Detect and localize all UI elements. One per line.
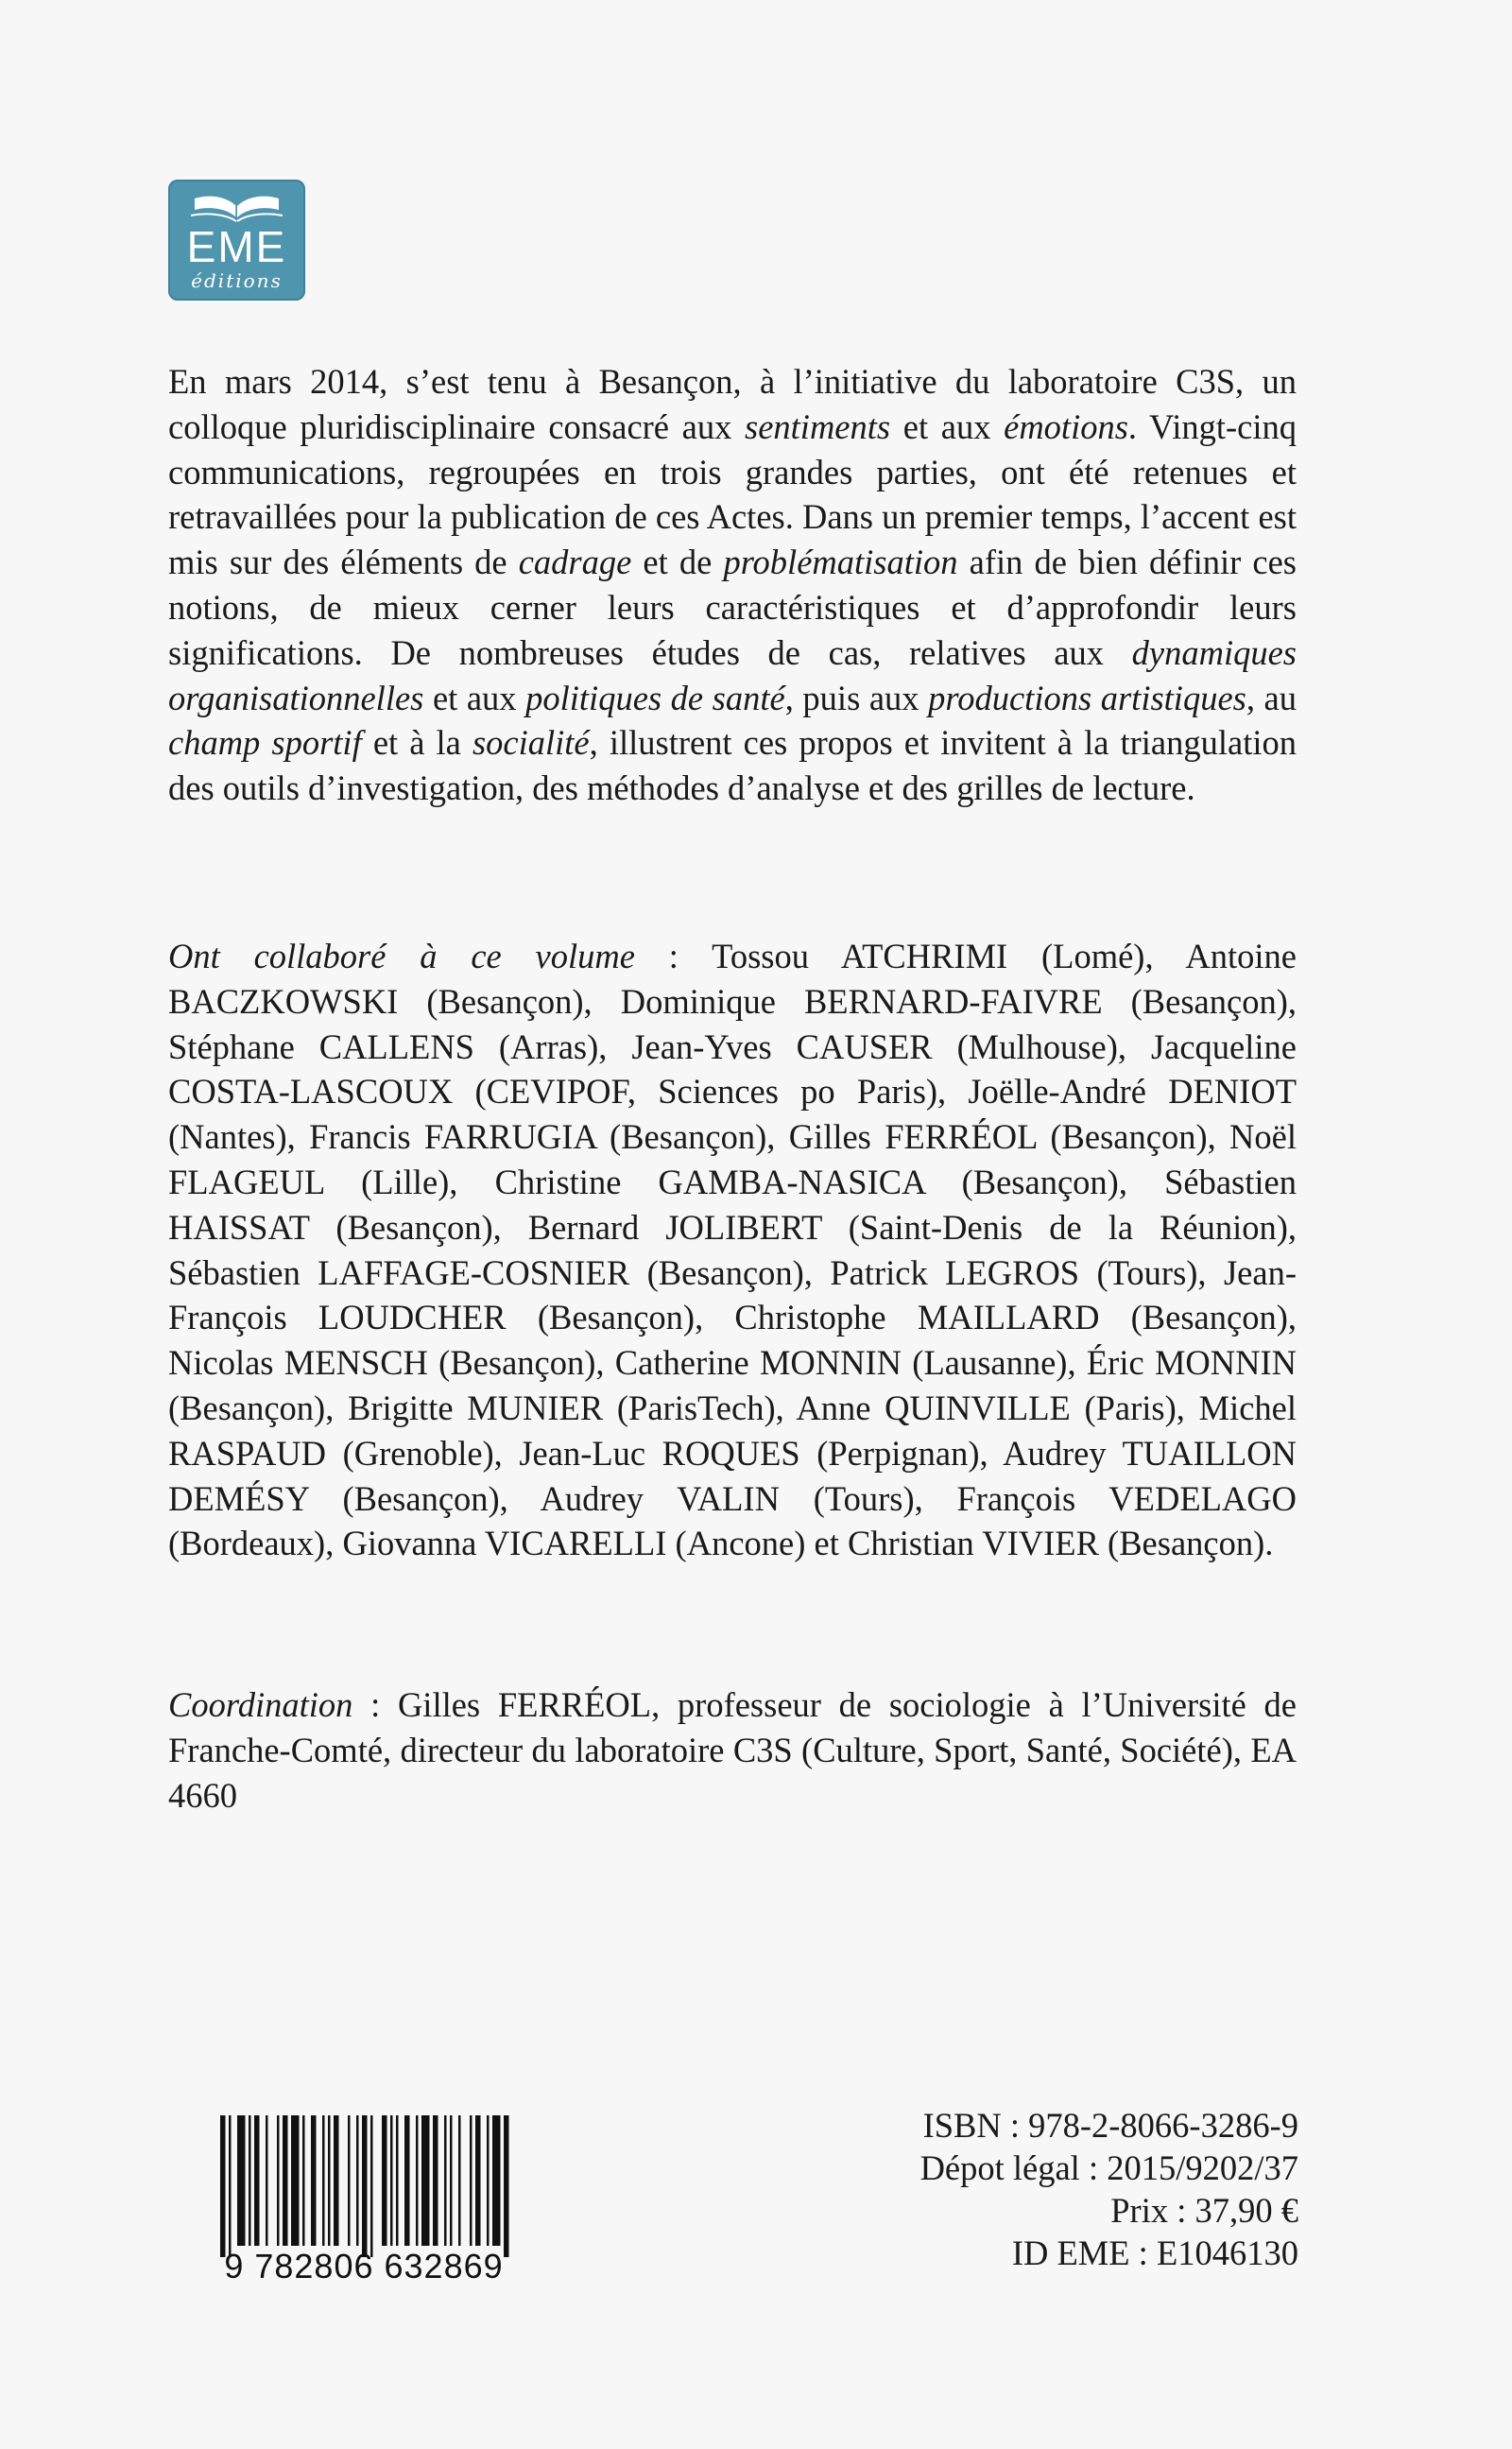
barcode-bar bbox=[322, 2115, 325, 2246]
barcode-bar bbox=[237, 2115, 246, 2246]
barcode-bar bbox=[382, 2115, 387, 2246]
price-line: Prix : 37,90 € bbox=[1110, 2191, 1298, 2230]
barcode-bar bbox=[249, 2115, 251, 2246]
barcode-bar bbox=[283, 2115, 288, 2246]
barcode-bar bbox=[475, 2115, 481, 2246]
italic-text: Ont collaboré à ce volume bbox=[168, 937, 635, 975]
barcode-bar bbox=[470, 2115, 472, 2246]
barcode-bar bbox=[291, 2115, 300, 2246]
barcode-bar bbox=[492, 2115, 501, 2246]
logo-subtitle: éditions bbox=[191, 269, 283, 292]
barcode-bar bbox=[362, 2115, 368, 2257]
text-run: : Gilles FERRÉOL, professeur de sociologie à l’Université de Franche-Comté, directeur du laboratoire C3S (Culture, Sport, Santé, Société), EA 4660 bbox=[168, 1685, 1297, 1815]
text-run: : Tossou ATCHRIMI (Lomé), Antoine BACZKOWSKI (Besançon), Dominique BERNARD-FAIVRE (Besançon), Stéphane CALLENS (Arras), Jean-Yves CAUSER (Mulhouse), Jacqueline COSTA-LASCOUX (CEVIPOF, Sciences po Paris), Joëlle-André DENIOT (Nantes), Francis FARRUGIA (Besançon), Gilles FERRÉOL (Besançon), Noël FLAGEUL (Lille), Christine GAMBA-NASICA (Besançon), Sébastien HAISSAT (Besançon), Bernard JOLIBERT (Saint-Denis de la Réunion), Sébastien LAFFAGE-COSNIER (Besançon), Patrick LEGROS (Tours), Jean-François LOUDCHER (Besançon), Christophe MAILLARD (Besançon), Nicolas MENSCH (Besançon), Catherine MONNIN (Lausanne), Éric MONNIN (Besançon), Brigitte MUNIER (ParisTech), Anne QUINVILLE (Paris), Michel RASPAUD (Grenoble), Jean-Luc ROQUES (Perpignan), Audrey TUAILLON DEMÉSY (Besançon), Audrey VALIN (Tours), François VEDELAGO (Bordeaux), Giovanna VICARELLI (Ancone) et Christian VIVIER (Besançon). bbox=[168, 937, 1297, 1563]
barcode-bar bbox=[334, 2115, 339, 2246]
barcode-bar bbox=[229, 2115, 232, 2257]
italic-text: sentiments bbox=[745, 406, 891, 446]
publisher-logo bbox=[168, 180, 305, 301]
coordination-paragraph bbox=[168, 1682, 1297, 1818]
italic-text: dynamiques organisationnelles bbox=[168, 632, 1297, 717]
barcode-bar bbox=[356, 2115, 359, 2246]
italic-text: problématisation bbox=[723, 543, 958, 582]
barcode-bar bbox=[390, 2115, 393, 2246]
barcode-bar bbox=[404, 2115, 410, 2246]
text-run: et aux bbox=[423, 678, 526, 717]
italic-text: productions artistiques bbox=[928, 678, 1246, 717]
text-run: , illustrent ces propos et invitent à la triangulation des outils d’investigation, des méthodes d’analyse et des grilles de lecture. bbox=[168, 723, 1297, 808]
barcode-bar bbox=[370, 2115, 373, 2257]
text-run: , puis aux bbox=[784, 678, 929, 717]
barcode-bar bbox=[266, 2115, 268, 2246]
italic-text: socialité bbox=[472, 723, 590, 763]
text-run: et aux bbox=[890, 406, 1005, 446]
contributors-paragraph bbox=[168, 934, 1297, 1566]
barcode-bar bbox=[220, 2115, 226, 2257]
id-eme-line: ID EME : E1046130 bbox=[1011, 2233, 1298, 2272]
text-run: afin de bien définir ces notions, de mieux cerner leurs caractéristiques et d’approfondir leurs significations. De nombreuses études de cas, relatives aux bbox=[168, 543, 1297, 672]
barcode-digits: 9 782806 632869 bbox=[224, 2247, 504, 2285]
barcode-bar bbox=[450, 2115, 453, 2246]
barcode-bar bbox=[458, 2115, 461, 2246]
italic-text: politiques de santé bbox=[525, 678, 785, 717]
barcode-bar bbox=[302, 2115, 305, 2246]
barcode-bar bbox=[504, 2115, 509, 2257]
open-book-icon bbox=[189, 189, 284, 223]
italic-text: champ sportif bbox=[168, 723, 362, 763]
isbn-line: ISBN : 978-2-8066-3286-9 bbox=[922, 2106, 1298, 2145]
barcode-bar bbox=[487, 2115, 490, 2246]
text-run: et de bbox=[631, 543, 724, 582]
barcode-bar bbox=[444, 2115, 447, 2246]
barcode-bar bbox=[254, 2115, 260, 2246]
barcode-bar bbox=[311, 2115, 317, 2246]
barcode-bar bbox=[416, 2115, 419, 2246]
barcode-bar bbox=[396, 2115, 399, 2246]
intro-paragraph bbox=[168, 359, 1297, 811]
barcode-bar bbox=[348, 2115, 351, 2246]
barcode-bar bbox=[433, 2115, 438, 2246]
barcode-bar bbox=[277, 2115, 280, 2246]
logo-name: EME bbox=[186, 222, 287, 271]
text-run: En mars 2014, s’est tenu à Besançon, à l’initiative du laboratoire C3S, un colloque pluridisciplinaire consacré aux bbox=[168, 362, 1297, 446]
text-run: . Vingt-cinq communications, regroupées en trois grandes parties, ont été retenues et retravaillées pour la publication de ces Actes. Dans un premier temps, l’accent est mis sur des éléments de bbox=[168, 406, 1297, 582]
isbn-barcode bbox=[203, 2108, 524, 2287]
text-run: , au bbox=[1246, 678, 1297, 717]
barcode-bars bbox=[220, 2115, 509, 2257]
italic-text: émotions bbox=[1004, 406, 1128, 446]
barcode-bar bbox=[421, 2115, 430, 2246]
depot-legal-line: Dépot légal : 2015/9202/37 bbox=[919, 2148, 1298, 2187]
italic-text: cadrage bbox=[518, 543, 632, 582]
book-info bbox=[920, 2104, 1298, 2274]
italic-text: Coordination bbox=[168, 1685, 353, 1724]
text-run: et à la bbox=[361, 723, 472, 763]
barcode-bar bbox=[328, 2115, 331, 2246]
